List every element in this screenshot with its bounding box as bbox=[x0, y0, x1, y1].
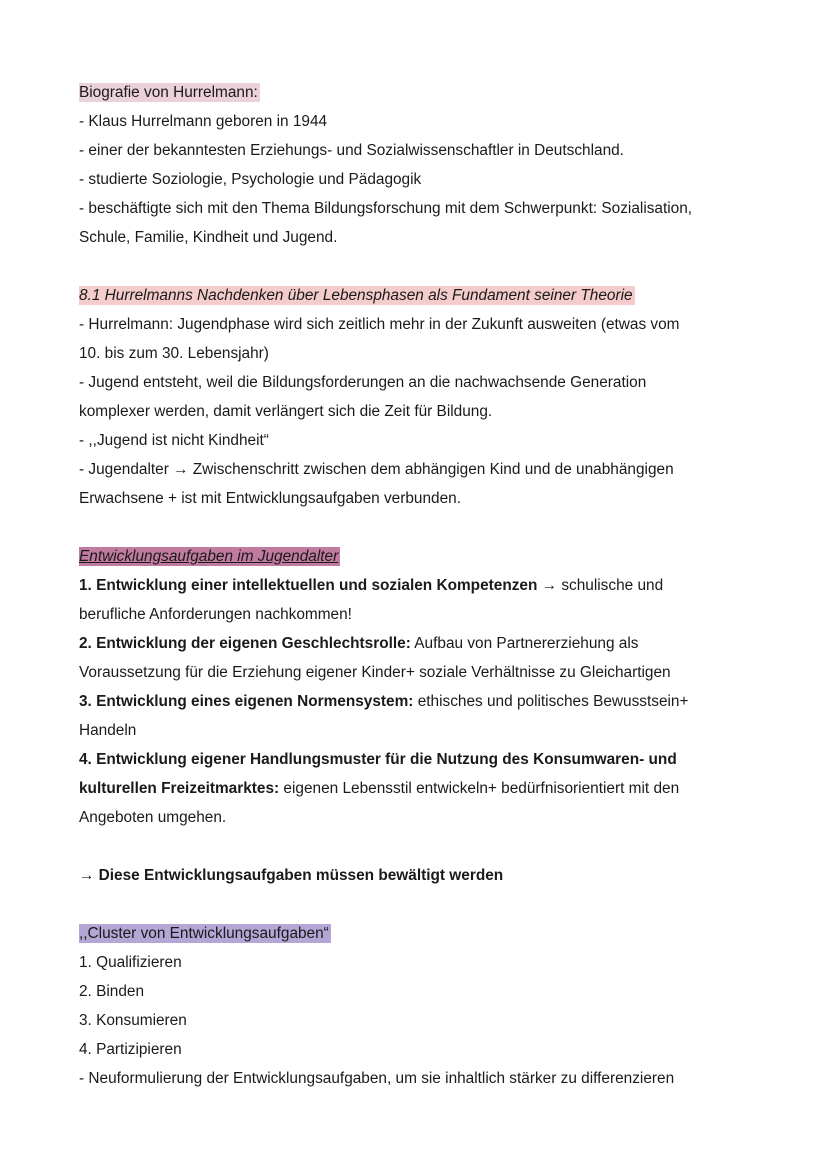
biography-line: - Klaus Hurrelmann geboren in 1944 bbox=[79, 113, 328, 130]
section-8-1-line: - ,,Jugend ist nicht Kindheit“ bbox=[79, 432, 269, 449]
task-item-text: ethisches und politisches Bewusstsein+ bbox=[413, 693, 689, 710]
section-8-1-line: komplexer werden, damit verlängert sich die Zeit für Bildung. bbox=[79, 403, 493, 420]
task-item-4-line-2 bbox=[79, 774, 759, 803]
task-item-text: → schulische und bbox=[537, 577, 664, 594]
task-item-text: Voraussetzung für die Erziehung eigener Kinder+ soziale Verhältnisse zu Gleichartigen bbox=[79, 664, 671, 681]
task-item-3-line-1 bbox=[79, 687, 759, 716]
section-8-1-line: - Jugend entsteht, weil die Bildungsforderungen an die nachwachsende Generation bbox=[79, 374, 647, 391]
cluster-note: - Neuformulierung der Entwicklungsaufgaben, um sie inhaltlich stärker zu differenzieren bbox=[79, 1070, 675, 1087]
biography-line: Schule, Familie, Kindheit und Jugend. bbox=[79, 229, 338, 246]
biography-line: - beschäftigte sich mit den Thema Bildungsforschung mit dem Schwerpunkt: Sozialisation, bbox=[79, 200, 693, 217]
cluster-item: 3. Konsumieren bbox=[79, 1012, 187, 1029]
biography-line: - studierte Soziologie, Psychologie und Pädagogik bbox=[79, 171, 422, 188]
biography-heading-line bbox=[79, 78, 759, 107]
task-item-title: 1. Entwicklung einer intellektuellen und sozialen Kompetenzen bbox=[79, 577, 538, 594]
tasks-heading: Entwicklungsaufgaben im Jugendalter bbox=[79, 548, 339, 565]
task-item-title: 4. Entwicklung eigener Handlungsmuster für die Nutzung des Konsumwaren- und bbox=[79, 751, 677, 768]
spacer bbox=[79, 832, 759, 861]
task-item-title: 3. Entwicklung eines eigenen Normensystem: bbox=[79, 693, 414, 710]
cluster-item: 2. Binden bbox=[79, 983, 145, 1000]
task-item-title: 2. Entwicklung der eigenen Geschlechtsrolle: bbox=[79, 635, 411, 652]
tasks-conclusion: → Diese Entwicklungsaufgaben müssen bewältigt werden bbox=[79, 867, 504, 884]
cluster-item: 4. Partizipieren bbox=[79, 1041, 182, 1058]
task-item-text: eigenen Lebensstil entwickeln+ bedürfnisorientiert mit den bbox=[279, 780, 680, 797]
section-8-1-heading-line bbox=[79, 281, 759, 310]
task-item-1-line-1 bbox=[79, 571, 759, 600]
cluster-heading: ,,Cluster von Entwicklungsaufgaben“ bbox=[79, 925, 329, 942]
section-8-1-heading: 8.1 Hurrelmanns Nachdenken über Lebensphasen als Fundament seiner Theorie bbox=[79, 287, 633, 304]
cluster-heading-line bbox=[79, 919, 759, 948]
document-page bbox=[79, 78, 759, 1093]
task-item-title: kulturellen Freizeitmarktes: bbox=[79, 780, 280, 797]
task-item-text: Angeboten umgehen. bbox=[79, 809, 227, 826]
section-8-1-line: 10. bis zum 30. Lebensjahr) bbox=[79, 345, 269, 362]
task-item-text: berufliche Anforderungen nachkommen! bbox=[79, 606, 352, 623]
section-8-1-line: Erwachsene + ist mit Entwicklungsaufgaben verbunden. bbox=[79, 490, 461, 507]
task-item-2-line-1 bbox=[79, 629, 759, 658]
cluster-item: 1. Qualifizieren bbox=[79, 954, 182, 971]
spacer bbox=[79, 252, 759, 281]
spacer bbox=[79, 890, 759, 919]
task-item-text: Aufbau von Partnererziehung als bbox=[410, 635, 639, 652]
biography-line: - einer der bekanntesten Erziehungs- und Sozialwissenschaftler in Deutschland. bbox=[79, 142, 624, 159]
tasks-heading-line bbox=[79, 542, 759, 571]
biography-heading: Biografie von Hurrelmann: bbox=[79, 84, 258, 101]
section-8-1-line: - Hurrelmann: Jugendphase wird sich zeitlich mehr in der Zukunft ausweiten (etwas vom bbox=[79, 316, 680, 333]
section-8-1-line: - Jugendalter → Zwischenschritt zwischen dem abhängigen Kind und de unabhängigen bbox=[79, 461, 674, 478]
spacer bbox=[79, 513, 759, 542]
task-item-text: Handeln bbox=[79, 722, 137, 739]
